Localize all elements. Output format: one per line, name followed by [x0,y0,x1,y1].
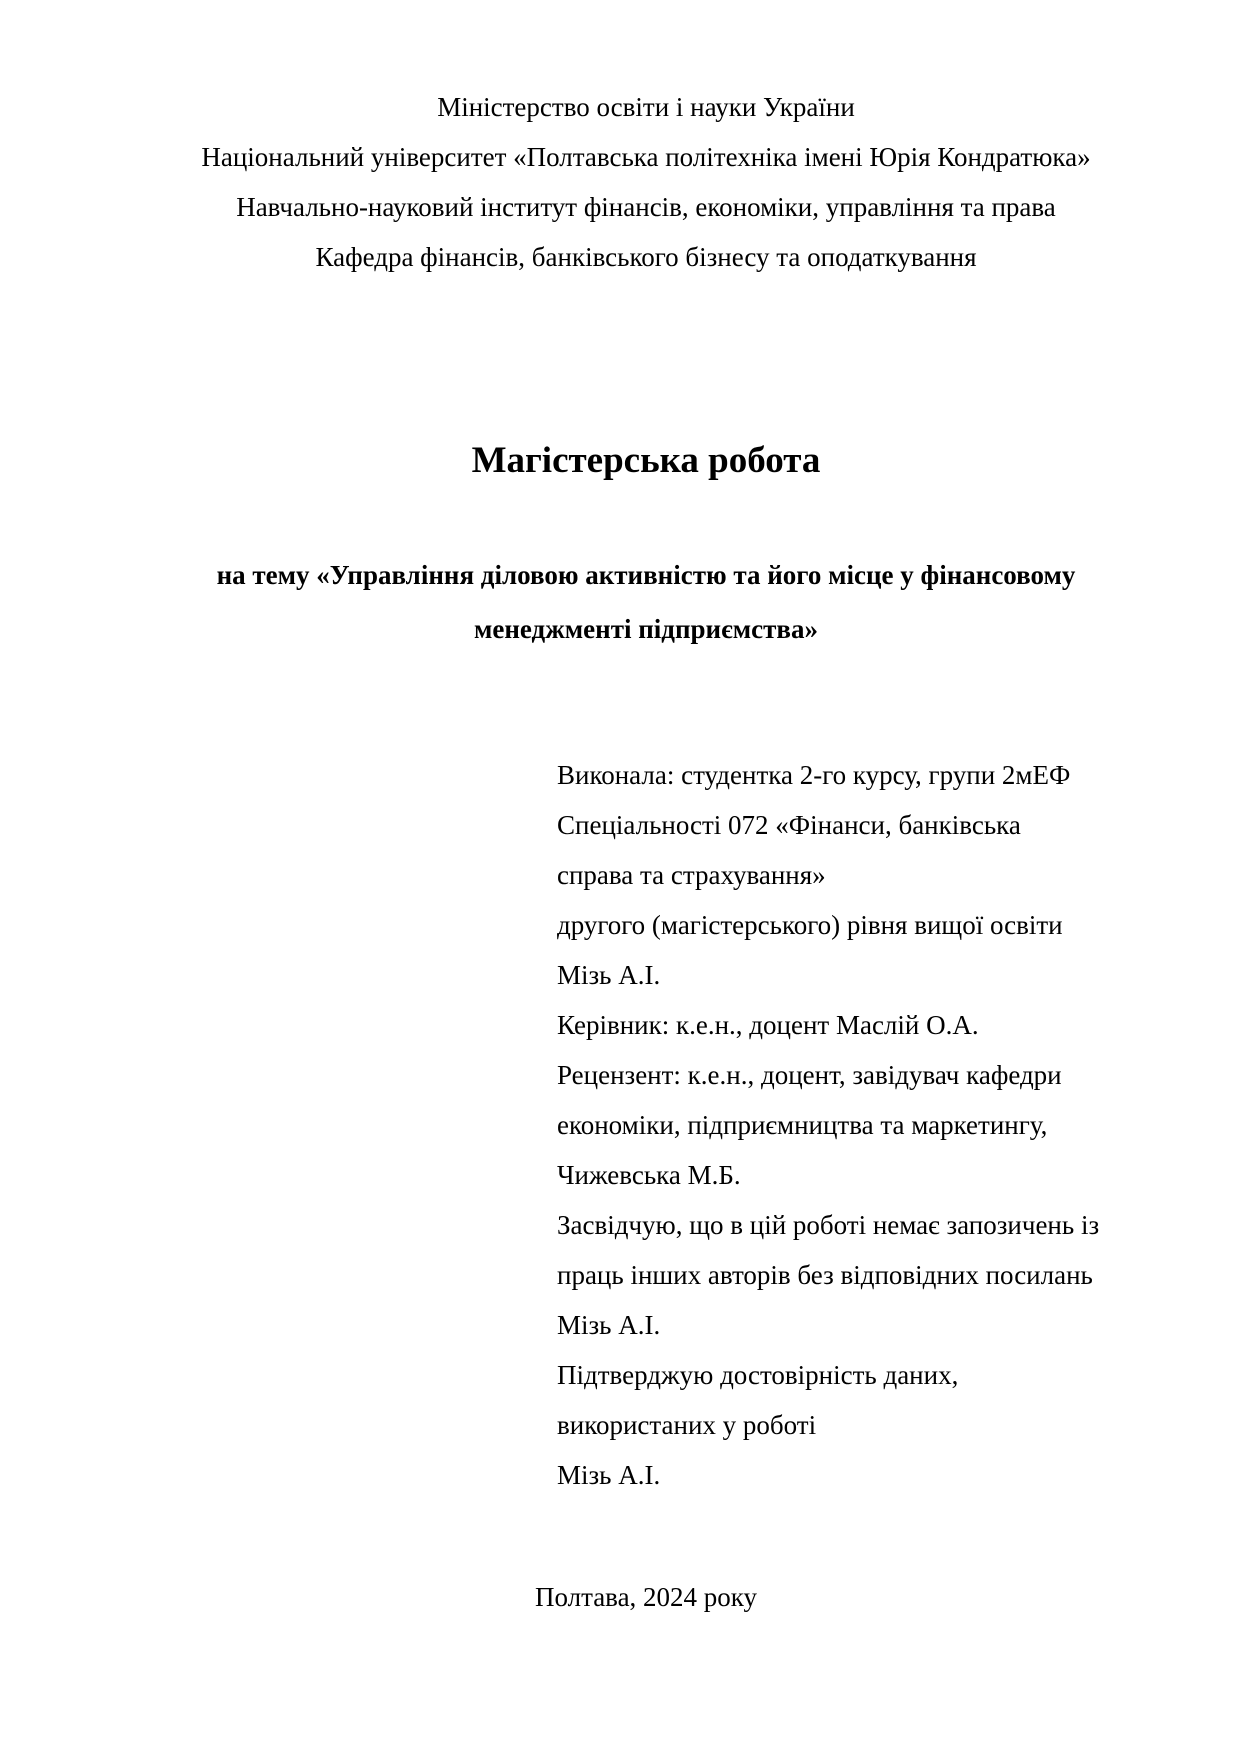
info-line: праць інших авторів без відповідних посилань [557,1260,1093,1290]
info-line: Керівник: к.е.н., доцент Маслій О.А. [557,1010,979,1040]
document-title: Магістерська робота [471,440,821,481]
topic-line: менеджменті підприємства» [474,614,818,644]
topic-line: на тему «Управління діловою активністю та його місце у фінансовому [216,560,1076,590]
info-line: Мізь А.І. [557,1460,661,1490]
info-line: Підтверджую достовірність даних, [557,1360,959,1390]
info-line: другого (магістерського) рівня вищої освіти [557,910,1063,940]
info-line: Засвідчую, що в цій роботі немає запозичень із [557,1210,1100,1240]
ministry-line: Міністерство освіти і науки України [437,92,855,122]
info-line: Виконала: студентка 2-го курсу, групи 2мЕФ [557,760,1071,790]
info-line: справа та страхування» [557,860,826,890]
city-year-footer: Полтава, 2024 року [534,1582,758,1612]
university-line: Національний університет «Полтавська політехніка імені Юрія Кондратюка» [201,142,1091,172]
info-line: Мізь А.І. [557,1310,661,1340]
department-line: Кафедра фінансів, банківського бізнесу та оподаткування [315,242,977,272]
info-line: Чижевська М.Б. [557,1160,741,1190]
institute-line: Навчально-науковий інститут фінансів, економіки, управління та права [236,192,1056,222]
info-line: Рецензент: к.е.н., доцент, завідувач кафедри [557,1060,1062,1090]
author-info-block [557,750,1237,1500]
info-line: Мізь А.І. [557,960,661,990]
info-line: економіки, підприємництва та маркетингу, [557,1110,1048,1140]
thesis-topic [0,548,1240,656]
institution-header [0,82,1240,282]
info-line: Спеціальності 072 «Фінанси, банківська [557,810,1021,840]
info-line: використаних у роботі [557,1410,817,1440]
